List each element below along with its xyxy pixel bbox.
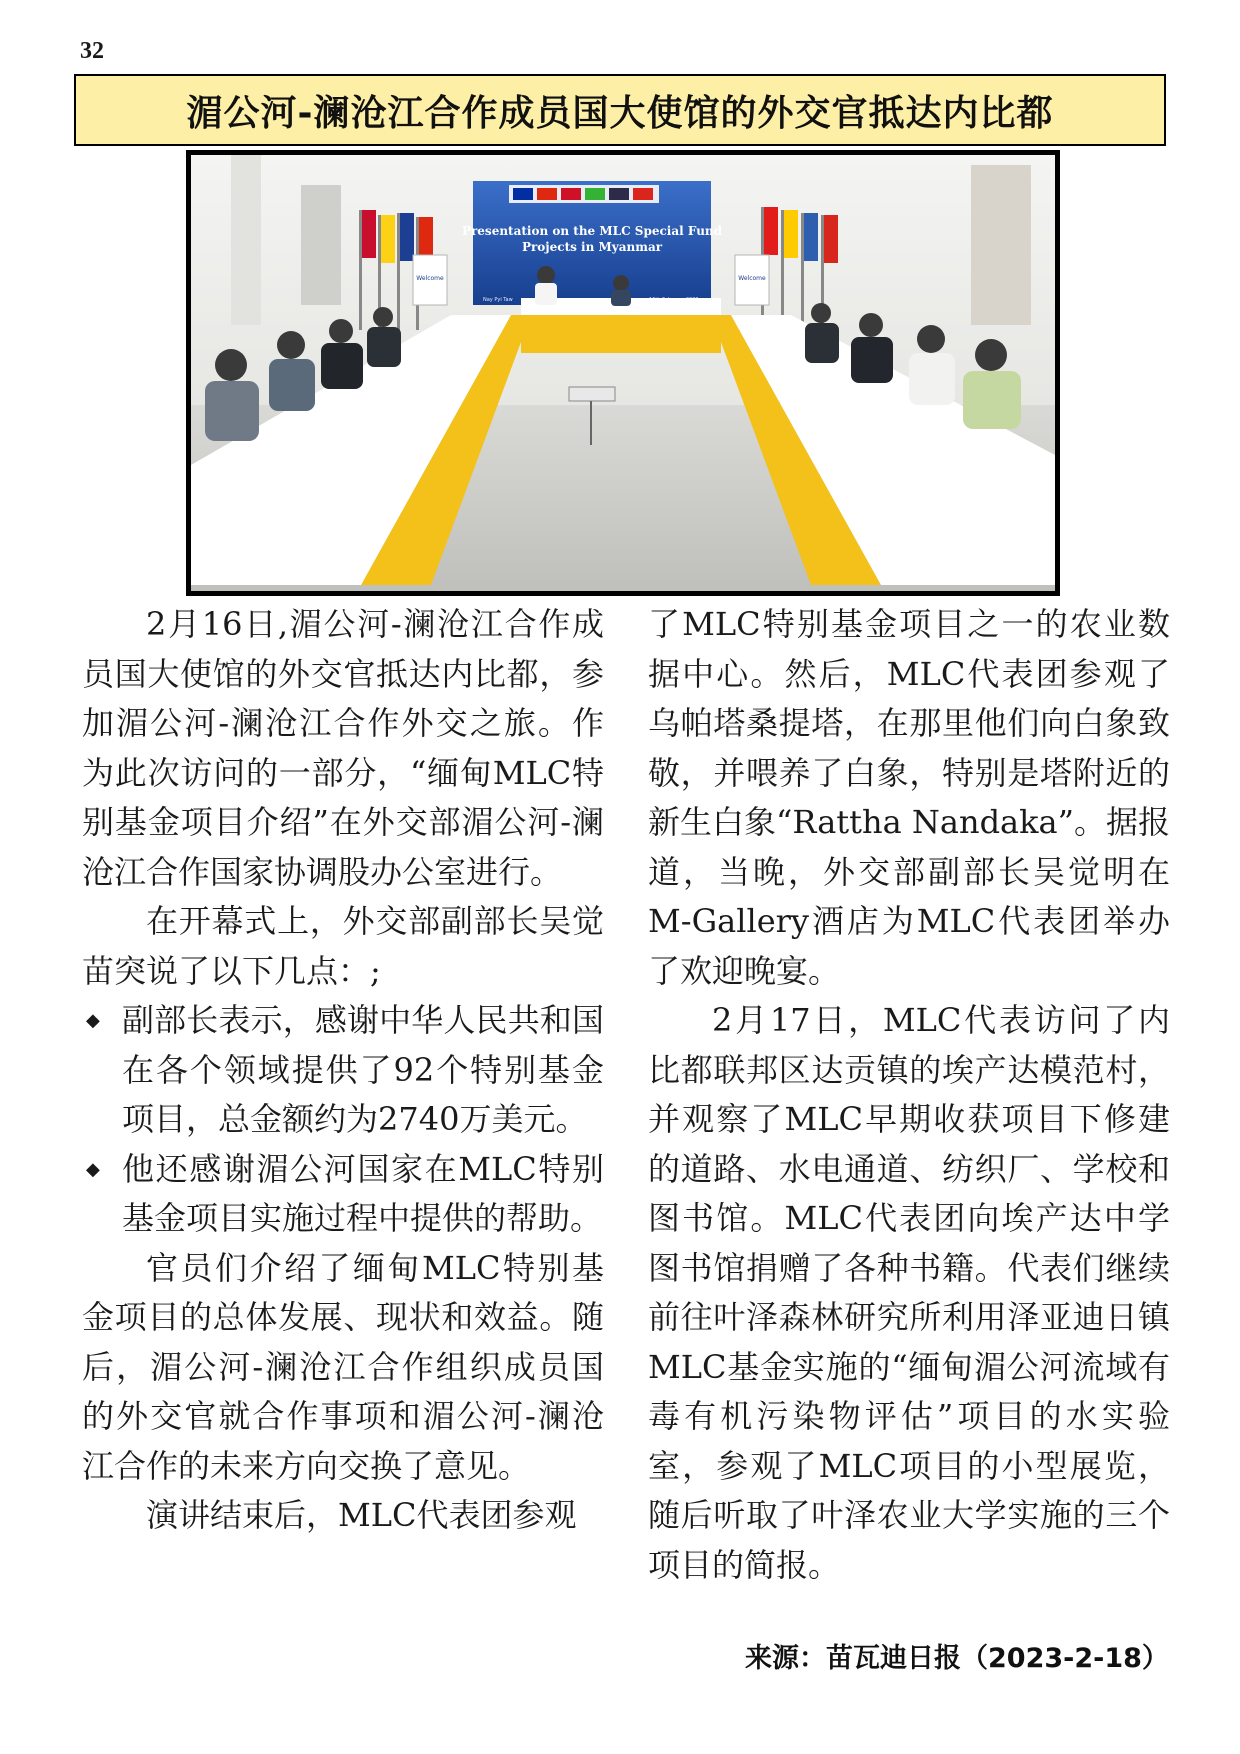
bullet-text-1: 副部长表示，感谢中华人民共和国在各个领域提供了92个特别基金项目，总金额约为2740万美元。: [122, 1001, 604, 1138]
banner-location: Nay Pyi Taw: [483, 297, 513, 303]
page-number: 32: [80, 38, 104, 64]
bullet-list: [82, 996, 604, 1244]
diamond-bullet-icon: ◆: [86, 1158, 100, 1180]
right-paragraph-2: 2月17日，MLC代表访问了内比都联邦区达贡镇的埃产达模范村，并观察了MLC早期收获项目下修建的道路、水电通道、纺织厂、学校和图书馆。MLC代表团向埃产达中学图书馆捐赠了各种书籍。代表们继续前往叶泽森林研究所利用泽亚迪日镇MLC基金实施的“缅甸湄公河流域有毒有机污染物评估”项目的水实验室，参观了MLC项目的小型展览，随后听取了叶泽农业大学实施的三个项目的简报。: [648, 1001, 1170, 1584]
left-paragraph-1: 2月16日,湄公河-澜沧江合作成员国大使馆的外交官抵达内比都，参加湄公河-澜沧江合作外交之旅。作为此次访问的一部分，“缅甸MLC特别基金项目介绍”在外交部湄公河-澜沧江合作国家协调股办公室进行。: [82, 605, 604, 891]
right-column: [648, 600, 1170, 1590]
banner-subheading: Projects in Myanmar: [521, 240, 663, 254]
right-paragraph-1: 了MLC特别基金项目之一的农业数据中心。然后，MLC代表团参观了乌帕塔桑提塔，在那里他们向白象致敬，并喂养了白象，特别是塔附近的新生白象“Rattha Nandaka”。据报道，当晚，外交部副部长吴觉明在M-Gallery酒店为MLC代表团举办了欢迎晚宴。: [648, 605, 1170, 990]
bullet-item-1: [82, 996, 604, 1145]
standee-left-text: Welcome: [416, 275, 444, 282]
bullet-item-2: [82, 1145, 604, 1244]
left-column: [82, 600, 604, 1541]
left-paragraph-3: 官员们介绍了缅甸MLC特别基金项目的总体发展、现状和效益。随后，湄公河-澜沧江合作组织成员国的外交官就合作事项和湄公河-澜沧江合作的未来方向交换了意见。: [82, 1248, 604, 1485]
banner-heading: Presentation on the MLC Special Fund: [461, 224, 723, 238]
article-title: 湄公河-澜沧江合作成员国大使馆的外交官抵达内比都: [186, 92, 1054, 134]
source-credit: 来源：苗瓦迪日报（2023-2-18）: [745, 1643, 1169, 1674]
standee-right-text: Welcome: [738, 275, 766, 282]
title-box: [74, 74, 1166, 146]
meeting-photo: [186, 150, 1060, 596]
left-paragraph-2: 在开幕式上，外交部副部长吴觉苗突说了以下几点：;: [82, 902, 604, 990]
meeting-photo-illustration: [191, 155, 1055, 591]
diamond-bullet-icon: ◆: [86, 1010, 100, 1031]
bullet-text-2: 他还感谢湄公河国家在MLC特别基金项目实施过程中提供的帮助。: [122, 1149, 604, 1237]
left-paragraph-4: 演讲结束后，MLC代表团参观: [146, 1496, 577, 1534]
